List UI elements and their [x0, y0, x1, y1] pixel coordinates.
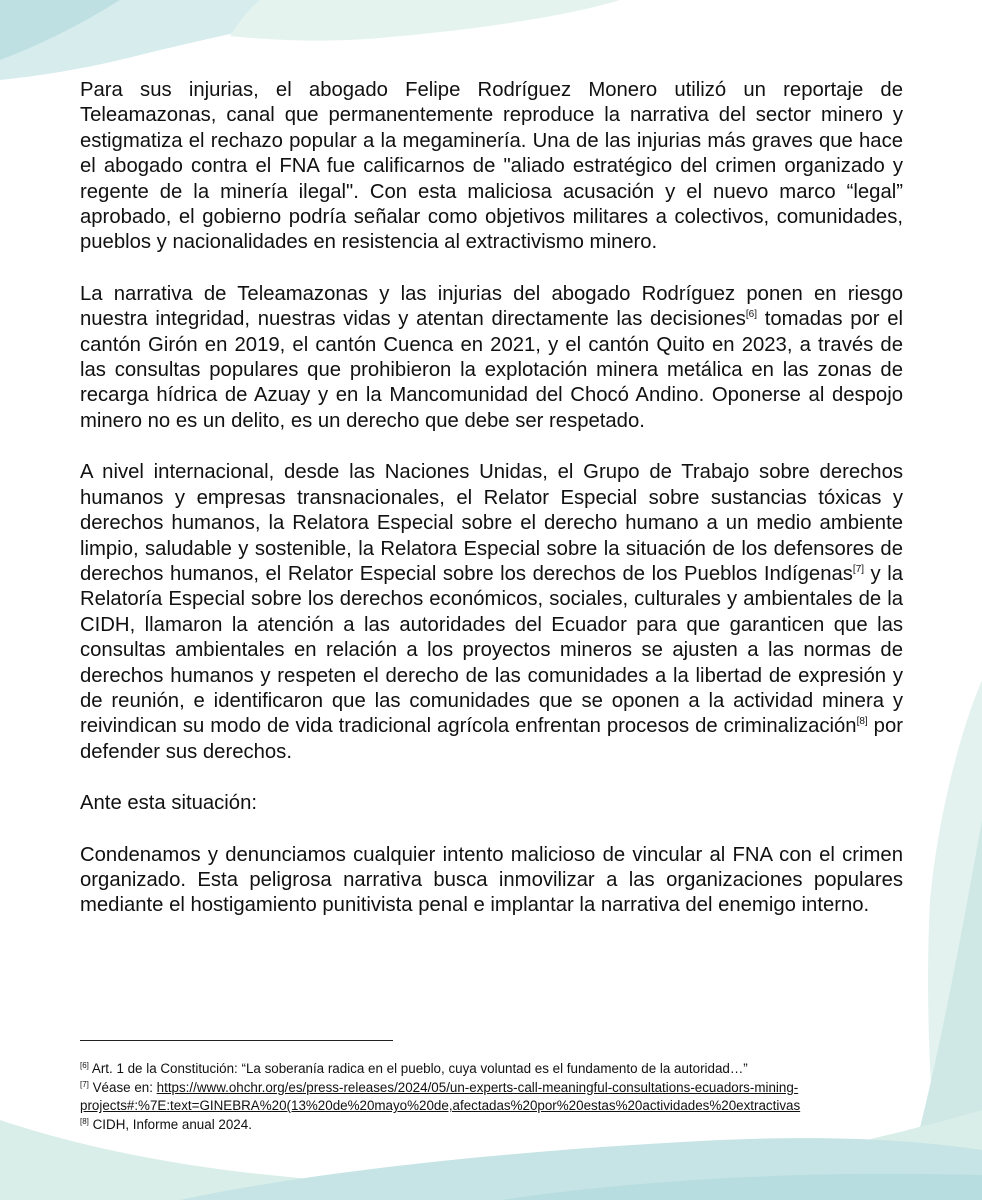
ohchr-link[interactable] [157, 1080, 799, 1095]
footnote-8 [80, 1116, 903, 1135]
paragraph-text: y la Relatoría Especial sobre los derechos económicos, sociales, culturales y ambientales de la CIDH, llamaron la atención a las autoridades del Ecuador para que garanticen que las consultas ambientales en relación a los proyectos mineros se ajusten a las normas de derechos humanos y respeten el derecho de las comunidades a la libertad de expresión y de reunión, e identificaron que las comunidades que se oponen a la actividad minera y reivindican su modo de vida tradicional agrícola enfrentan procesos de criminalización [80, 562, 903, 738]
footnote-separator [80, 1040, 393, 1041]
footnote-text: Véase en: [88, 1079, 157, 1095]
footnote-7-continued [80, 1097, 903, 1116]
paragraph-2 [80, 282, 903, 434]
paragraph-text: Para sus injurias, el abogado Felipe Rodríguez Monero utilizó un reportaje de Teleamazonas, canal que permanentemente reproduce la narrativa del sector minero y estigmatiza el rechazo popular a la megaminería. Una de las injurias más graves que hace el abogado contra el FNA fue calificarnos de "aliado estratégico del crimen organizado y regente de la minería ilegal". Con esta maliciosa acusación y el nuevo marco “legal” aprobado, el gobierno podría señalar como objetivos militares a colectivos, comunidades, pueblos y nacionalidades en resistencia al extractivismo minero. [80, 79, 903, 254]
paragraph-text: Ante esta situación: [80, 792, 258, 815]
footnote-7 [80, 1079, 903, 1098]
link-line-1: https://www.ohchr.org/es/press-releases/2024/05/un-experts-call-meaningful-consultations-ecuadors-mining- [156, 1079, 799, 1095]
paragraph-5 [80, 843, 903, 919]
footnote-ref-7[interactable]: [7] [852, 563, 865, 575]
paragraph-text: por defender sus derechos. [80, 715, 903, 763]
paragraph-text: Condenamos y denunciamos cualquier intento malicioso de vincular al FNA con el crimen organizado. Esta peligrosa narrativa busca inmovilizar a las organizaciones populares mediante el hostigamiento punitivista penal e implantar la narrativa del enemigo interno. [80, 843, 903, 917]
paragraph-text: A nivel internacional, desde las Naciones Unidas, el Grupo de Trabajo sobre derechos humanos y empresas transnacionales, el Relator Especial sobre sustancias tóxicas y derechos humanos, la Relatora Especial sobre el derecho humano a un medio ambiente limpio, saludable y sostenible, la Relatora Especial sobre la situación de los defensores de derechos humanos, el Relator Especial sobre los derechos de los Pueblos Indígenas [80, 461, 903, 585]
footnote-marker: [6] [80, 1061, 89, 1070]
footnote-6 [80, 1060, 903, 1079]
footnote-marker: [7] [80, 1079, 89, 1089]
paragraph-text: tomadas por el cantón Girón en 2019, el cantón Cuenca en 2021, y el cantón Quito en 2023, a través de las consultas populares que prohibieron la explotación minera metálica en las zonas de recarga hídrica de Azuay y en la Mancomunidad del Chocó Andino. Oponerse al despojo minero no es un delito, es un derecho que debe ser respetado. [80, 308, 903, 432]
footnote-text: Art. 1 de la Constitución: “La soberanía radica en el pueblo, cuya voluntad es el fundamento de la autoridad…” [88, 1061, 748, 1076]
footnote-ref-6[interactable]: [6] [745, 309, 758, 321]
paragraph-1 [80, 78, 903, 256]
footnote-ref-8[interactable]: [8] [856, 716, 868, 728]
paragraph-4 [80, 791, 903, 816]
paragraph-text: La narrativa de Teleamazonas y las injurias del abogado Rodríguez ponen en riesgo nuestra integridad, nuestras vidas y atentan directamente las decisiones [80, 282, 903, 331]
footnotes [80, 1060, 903, 1134]
link-line-2: projects#:%7E:text=GINEBRA%20(13%20de%20mayo%20de,afectadas%20por%20estas%20actividades%20extractivas [80, 1098, 801, 1114]
footnote-marker: [8] [80, 1116, 89, 1126]
ohchr-link-continued[interactable] [80, 1098, 800, 1113]
footnote-text: CIDH, Informe anual 2024. [88, 1116, 252, 1132]
paragraph-3 [80, 460, 903, 765]
document-body [80, 78, 903, 945]
